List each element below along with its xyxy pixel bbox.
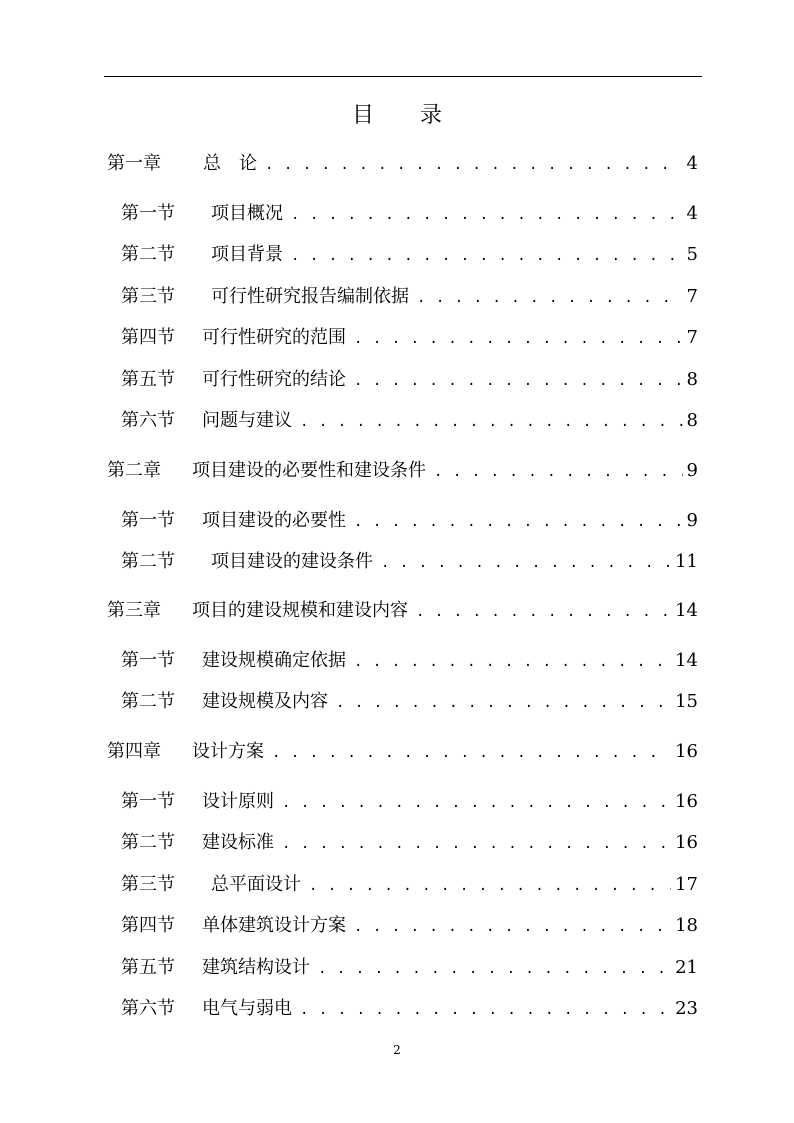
toc-entry-label: 第六节 (121, 998, 175, 1019)
toc-entry-label: 第二章 (107, 460, 161, 481)
toc-entry-label: 第一节 (121, 650, 175, 671)
toc-entry-page: 16 (675, 791, 698, 812)
toc-entry-page: 8 (686, 410, 698, 431)
toc-entry-page: 5 (686, 244, 698, 265)
dot-leader (300, 410, 683, 434)
toc-entry-title: 总 论 (203, 153, 257, 174)
toc-entry-label: 第三章 (107, 600, 161, 621)
toc-entry-title: 建设标准 (202, 832, 274, 853)
toc-entry[interactable] (121, 690, 698, 714)
toc-entry-label: 第三节 (121, 286, 175, 307)
toc-entry-title: 项目建设的建设条件 (211, 551, 373, 572)
toc-entry[interactable] (121, 409, 698, 433)
dot-leader (354, 327, 683, 351)
dot-leader (282, 832, 671, 856)
dot-leader (417, 286, 683, 310)
toc-entry-label: 第二节 (121, 691, 175, 712)
toc-entry-label: 第一章 (107, 153, 161, 174)
toc-entry[interactable] (121, 997, 698, 1021)
toc-entry[interactable] (121, 550, 698, 574)
toc-entry-title: 单体建筑设计方案 (202, 915, 346, 936)
toc-entry-title: 建筑结构设计 (202, 957, 310, 978)
dot-leader (272, 741, 671, 765)
toc-entry[interactable] (121, 368, 698, 392)
toc-entry-label: 第五节 (121, 369, 175, 390)
page-number: 2 (393, 1043, 401, 1057)
toc-entry[interactable] (121, 326, 698, 350)
toc-entry-title: 可行性研究的结论 (202, 369, 346, 390)
toc-entry-title: 电气与弱电 (202, 998, 292, 1019)
toc-entry-label: 第六节 (121, 410, 175, 431)
toc-entry[interactable] (121, 790, 698, 814)
toc-entry-title: 项目概况 (211, 203, 283, 224)
toc-entry-page: 4 (686, 153, 698, 174)
toc-entry[interactable] (121, 873, 698, 897)
toc-entry[interactable] (107, 152, 698, 176)
toc-entry-label: 第二节 (121, 551, 175, 572)
toc-entry-page: 4 (686, 203, 698, 224)
toc-entry-label: 第四节 (121, 327, 175, 348)
dot-leader (318, 957, 671, 981)
toc-entry-page: 18 (675, 915, 698, 936)
toc-title (0, 98, 794, 129)
toc-entry-page: 16 (675, 832, 698, 853)
toc-entry-page: 14 (675, 650, 698, 671)
toc-entry-label: 第二节 (121, 832, 175, 853)
dot-leader (416, 600, 671, 624)
dot-leader (309, 874, 671, 898)
toc-entry-title: 问题与建议 (202, 410, 292, 431)
dot-leader (381, 551, 671, 575)
toc-entry-page: 14 (675, 600, 698, 621)
toc-entry-page: 7 (686, 286, 698, 307)
header-rule (104, 76, 702, 77)
toc-entry-label: 第一节 (121, 203, 175, 224)
toc-entry-label: 第四节 (121, 915, 175, 936)
toc-entry[interactable] (107, 740, 698, 764)
toc-entry-title: 项目建设的必要性 (202, 510, 346, 531)
toc-entry-title: 项目的建设规模和建设内容 (192, 600, 408, 621)
toc-entry-page: 7 (686, 327, 698, 348)
toc-entry-page: 9 (686, 510, 698, 531)
toc-entry[interactable] (121, 285, 698, 309)
toc-entry[interactable] (121, 831, 698, 855)
toc-entry[interactable] (107, 459, 698, 483)
toc-entry-title: 建设规模及内容 (202, 691, 328, 712)
dot-leader (265, 153, 683, 177)
toc-entry-page: 9 (686, 460, 698, 481)
toc-entry-label: 第一节 (121, 510, 175, 531)
toc-entry[interactable] (107, 599, 698, 623)
dot-leader (354, 510, 683, 534)
toc-entry[interactable] (121, 509, 698, 533)
toc-entry-title: 设计原则 (202, 791, 274, 812)
toc-entry[interactable] (121, 956, 698, 980)
toc-entry-title: 项目背景 (211, 244, 283, 265)
toc-entry-title: 设计方案 (192, 741, 264, 762)
dot-leader (354, 650, 671, 674)
dot-leader (291, 203, 683, 227)
toc-entry-page: 21 (675, 957, 698, 978)
dot-leader (434, 460, 683, 484)
dot-leader (336, 691, 671, 715)
toc-entry[interactable] (121, 243, 698, 267)
dot-leader (354, 369, 683, 393)
toc-entry[interactable] (121, 202, 698, 226)
dot-leader (354, 915, 671, 939)
toc-entry-page: 8 (686, 369, 698, 390)
toc-entry-page: 16 (675, 741, 698, 762)
dot-leader (291, 244, 683, 268)
toc-entry[interactable] (121, 914, 698, 938)
toc-entry-page: 11 (675, 551, 698, 572)
toc-entry-title: 建设规模确定依据 (202, 650, 346, 671)
dot-leader (300, 998, 671, 1022)
dot-leader (282, 791, 671, 815)
toc-entry-title: 可行性研究的范围 (202, 327, 346, 348)
toc-entry-page: 17 (675, 874, 698, 895)
toc-entry-page: 15 (675, 691, 698, 712)
toc-entry-page: 23 (675, 998, 698, 1019)
toc-entry-label: 第五节 (121, 957, 175, 978)
toc-entry-label: 第四章 (107, 741, 161, 762)
toc-entry-title: 总平面设计 (211, 874, 301, 895)
toc-entry-label: 第三节 (121, 874, 175, 895)
toc-entry-label: 第二节 (121, 244, 175, 265)
toc-entry-title: 可行性研究报告编制依据 (211, 286, 409, 307)
toc-entry-label: 第一节 (121, 791, 175, 812)
toc-entry-title: 项目建设的必要性和建设条件 (192, 460, 426, 481)
title-char-1: 目 (351, 103, 374, 128)
toc-entry[interactable] (121, 649, 698, 673)
title-char-2: 录 (420, 103, 443, 128)
